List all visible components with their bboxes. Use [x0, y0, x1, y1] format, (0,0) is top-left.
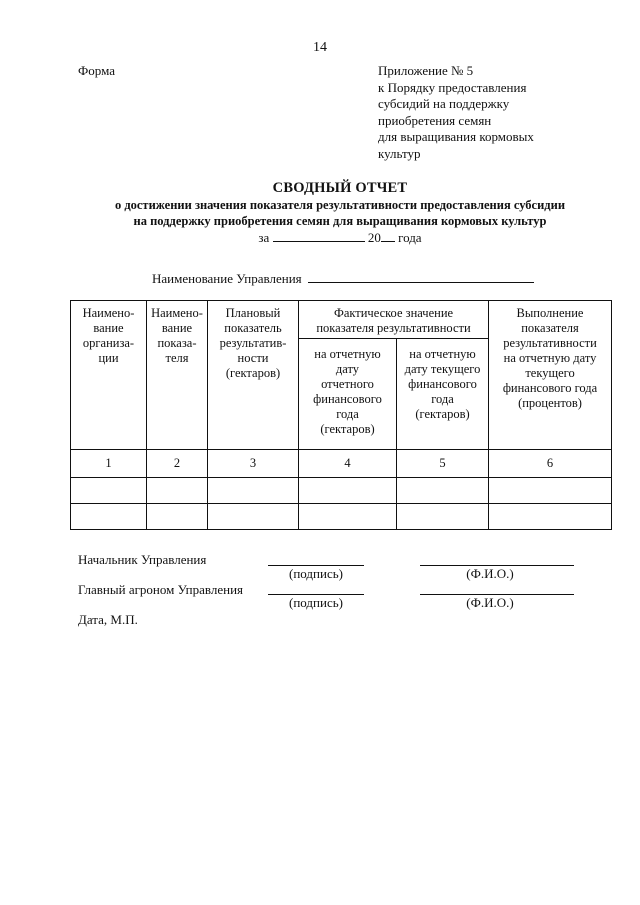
table-cell[interactable]: [397, 504, 489, 530]
period-suffix: года: [398, 230, 422, 245]
report-table: [70, 300, 612, 530]
header-actual-previous-year: на отчетную дату отчетного финансового года (гектаров): [299, 339, 397, 450]
report-subtitle-line-1: о достижении значения показателя результативности предоставления субсидии: [114, 198, 566, 212]
table-cell[interactable]: [397, 478, 489, 504]
report-period: [40, 230, 640, 246]
department-label: Наименование Управления: [152, 271, 302, 286]
header-organization-name: Наимено- вание организа- ции: [71, 301, 147, 450]
table-cell[interactable]: [208, 504, 299, 530]
table-cell[interactable]: [71, 504, 147, 530]
column-number: 5: [397, 450, 489, 478]
head-signature-caption: (подпись): [289, 566, 343, 581]
appendix-line: культур: [378, 145, 421, 161]
agronomist-name-caption: (Ф.И.О.): [466, 595, 514, 610]
column-number: 6: [489, 450, 612, 478]
table-cell[interactable]: [299, 504, 397, 530]
column-number: 1: [71, 450, 147, 478]
form-label: Форма: [78, 63, 115, 78]
column-number: 2: [147, 450, 208, 478]
year-blank-field[interactable]: [381, 230, 395, 242]
header-indicator-name: Наимено- вание показа- теля: [147, 301, 208, 450]
appendix-block: [378, 63, 534, 162]
appendix-line: к Порядку предоставления: [378, 79, 527, 95]
appendix-line: субсидий на поддержку: [378, 96, 510, 111]
column-number: 4: [299, 450, 397, 478]
agronomist-signature-caption: (подпись): [289, 595, 343, 610]
head-name-caption: (Ф.И.О.): [466, 566, 514, 581]
report-title-block: [40, 180, 640, 246]
table-cell[interactable]: [489, 504, 612, 530]
appendix-line: Приложение № 5: [378, 63, 474, 78]
header-actual-value-group: Фактическое значение показателя результативности: [299, 301, 489, 339]
column-number: 3: [208, 450, 299, 478]
table-cell[interactable]: [147, 504, 208, 530]
report-title: СВОДНЫЙ ОТЧЕТ: [272, 180, 408, 196]
header-completion: Выполнение показателя результативности на отчетную дату текущего финансового года (процентов): [489, 301, 612, 450]
table-row: [71, 478, 612, 504]
appendix-line: приобретения семян: [378, 112, 492, 128]
chief-agronomist-label: Главный агроном Управления: [78, 582, 244, 597]
table-cell[interactable]: [147, 478, 208, 504]
table-cell[interactable]: [71, 478, 147, 504]
table-row: [71, 504, 612, 530]
department-row: [152, 271, 534, 287]
period-year: 20: [367, 230, 381, 245]
date-stamp-label: Дата, М.П.: [78, 612, 138, 627]
period-blank-field[interactable]: [273, 230, 365, 242]
period-prefix: за: [258, 230, 270, 245]
table-cell[interactable]: [208, 478, 299, 504]
head-of-department-label: Начальник Управления: [78, 552, 207, 567]
department-blank-field[interactable]: [308, 271, 534, 283]
header-planned-indicator: Плановый показатель результатив- ности (гектаров): [208, 301, 299, 450]
appendix-line: для выращивания кормовых: [378, 129, 534, 144]
page-number: 14: [313, 40, 327, 55]
header-actual-current-year: на отчетную дату текущего финансового года (гектаров): [397, 339, 489, 450]
table-cell[interactable]: [489, 478, 612, 504]
report-subtitle-line-2: на поддержку приобретения семян для выращивания кормовых культур: [133, 214, 547, 228]
column-number-row: [71, 450, 612, 478]
table-cell[interactable]: [299, 478, 397, 504]
